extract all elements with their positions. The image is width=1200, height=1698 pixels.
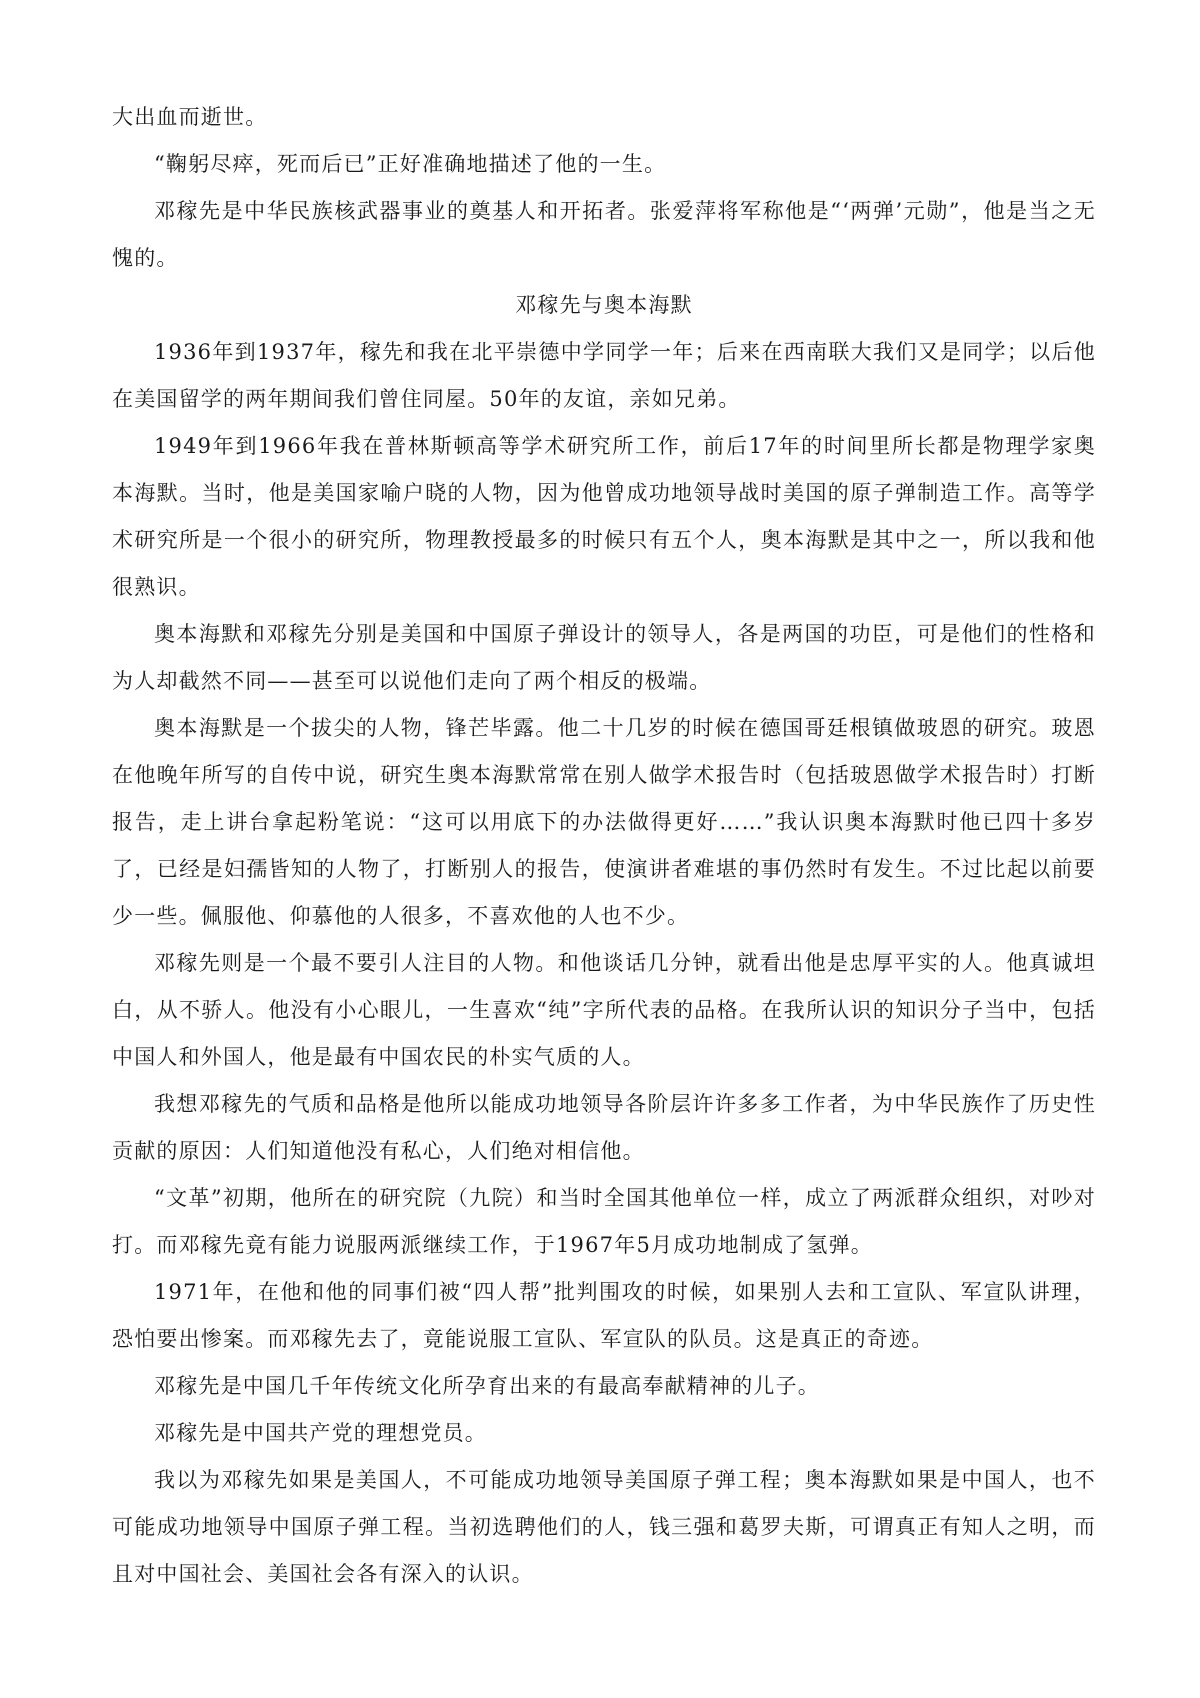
paragraph: 1971年，在他和他的同事们被“四人帮”批判围攻的时候，如果别人去和工宣队、军宣队讲理，恐怕要出惨案。而邓稼先去了，竟能说服工宣队、军宣队的队员。这是真正的奇迹。 <box>112 1280 1096 1351</box>
paragraph: 奥本海默是一个拔尖的人物，锋芒毕露。他二十几岁的时候在德国哥廷根镇做玻恩的研究。玻恩在他晚年所写的自传中说，研究生奥本海默常常在别人做学术报告时（包括玻恩做学术报告时）打断报告，走上讲台拿起粉笔说：“这可以用底下的办法做得更好……”我认识奥本海默时他已四十多岁了，已经是妇孺皆知的人物了，打断别人的报告，使演讲者难堪的事仍然时有发生。不过比起以前要少一些。佩服他、仰慕他的人很多，不喜欢他的人也不少。 <box>112 716 1096 928</box>
document-body <box>112 94 1096 1598</box>
paragraph: 邓稼先是中国几千年传统文化所孕育出来的有最高奉献精神的儿子。 <box>154 1374 820 1398</box>
paragraph: 邓稼先是中国共产党的理想党员。 <box>154 1421 487 1445</box>
paragraph: 我以为邓稼先如果是美国人，不可能成功地领导美国原子弹工程；奥本海默如果是中国人，也不可能成功地领导中国原子弹工程。当初选聘他们的人，钱三强和葛罗夫斯，可谓真正有知人之明，而且对中国社会、美国社会各有深入的认识。 <box>112 1468 1096 1586</box>
paragraph: 奥本海默和邓稼先分别是美国和中国原子弹设计的领导人，各是两国的功臣，可是他们的性格和为人却截然不同——甚至可以说他们走向了两个相反的极端。 <box>112 622 1096 693</box>
section-title: 邓稼先与奥本海默 <box>515 293 693 317</box>
paragraph: “鞠躬尽瘁，死而后已”正好准确地描述了他的一生。 <box>154 152 667 176</box>
paragraph: “文革”初期，他所在的研究院（九院）和当时全国其他单位一样，成立了两派群众组织，对吵对打。而邓稼先竟有能力说服两派继续工作，于1967年5月成功地制成了氢弹。 <box>112 1186 1096 1257</box>
paragraph: 我想邓稼先的气质和品格是他所以能成功地领导各阶层许许多多工作者，为中华民族作了历史性贡献的原因：人们知道他没有私心，人们绝对相信他。 <box>112 1092 1096 1163</box>
paragraph: 1949年到1966年我在普林斯顿高等学术研究所工作，前后17年的时间里所长都是物理学家奥本海默。当时，他是美国家喻户晓的人物，因为他曾成功地领导战时美国的原子弹制造工作。高等学术研究所是一个很小的研究所，物理教授最多的时候只有五个人，奥本海默是其中之一，所以我和他很熟识。 <box>112 434 1096 599</box>
paragraph: 1936年到1937年，稼先和我在北平崇德中学同学一年；后来在西南联大我们又是同学；以后他在美国留学的两年期间我们曾住同屋。50年的友谊，亲如兄弟。 <box>112 340 1096 411</box>
paragraph: 邓稼先则是一个最不要引人注目的人物。和他谈话几分钟，就看出他是忠厚平实的人。他真诚坦白，从不骄人。他没有小心眼儿，一生喜欢“纯”字所代表的品格。在我所认识的知识分子当中，包括中国人和外国人，他是最有中国农民的朴实气质的人。 <box>112 951 1096 1069</box>
paragraph-continuation: 大出血而逝世。 <box>112 105 268 129</box>
paragraph: 邓稼先是中华民族核武器事业的奠基人和开拓者。张爱萍将军称他是“‘两弹’元勋”，他是当之无愧的。 <box>112 199 1096 270</box>
